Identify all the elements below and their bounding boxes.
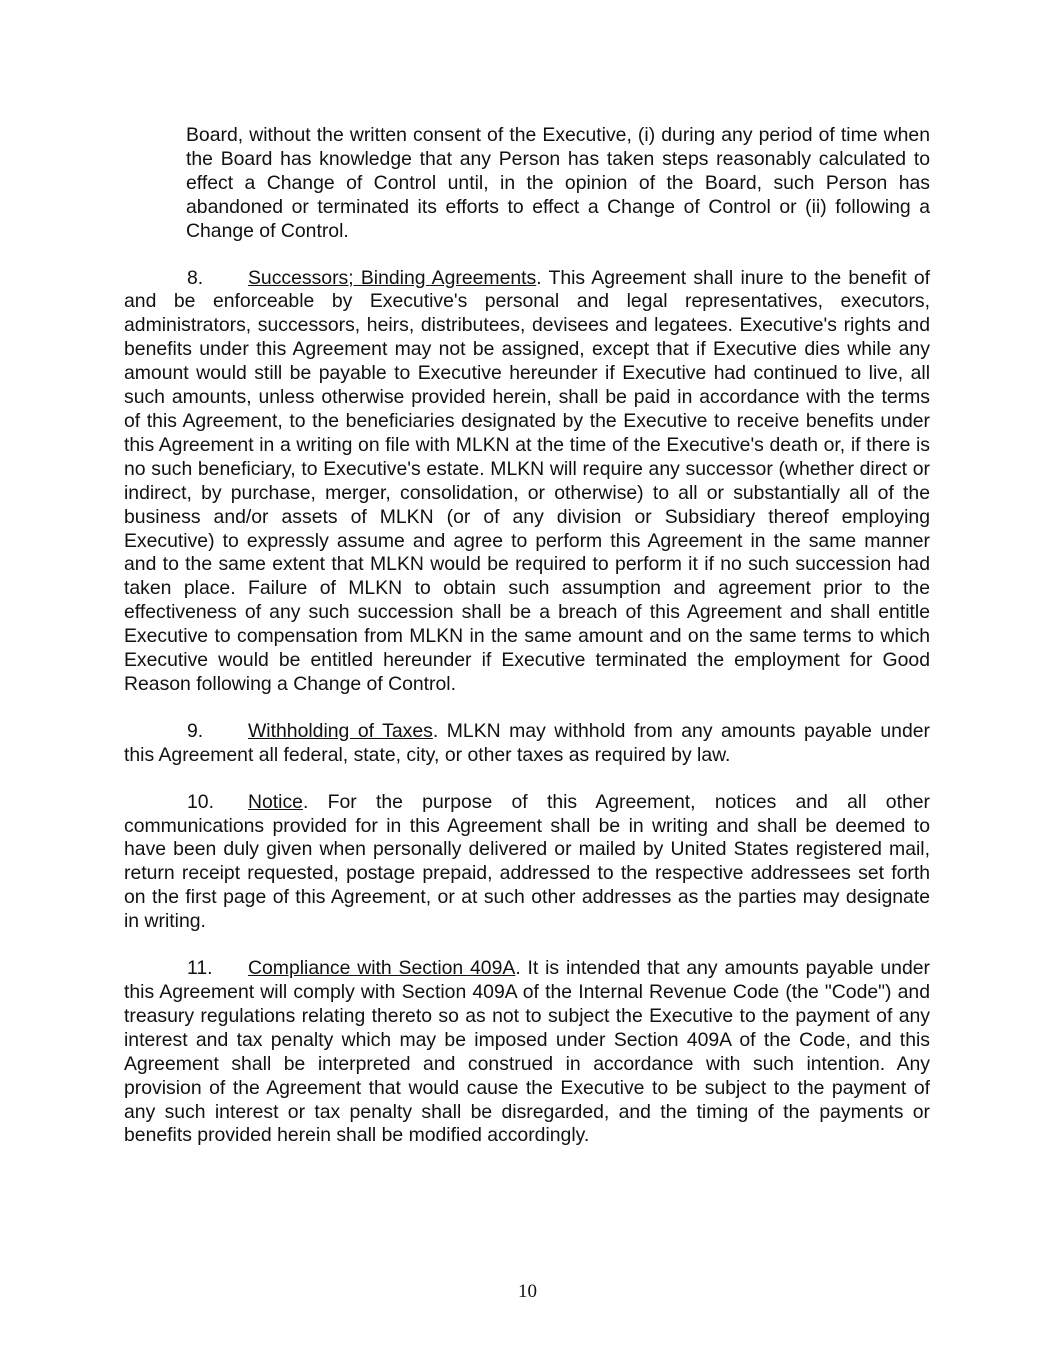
section-heading: Withholding of Taxes — [248, 719, 433, 742]
section-heading: Successors; Binding Agreements — [248, 266, 537, 289]
section-11 — [124, 957, 930, 1148]
section-heading: Compliance with Section 409A — [248, 957, 516, 980]
section-9 — [124, 720, 930, 768]
document-body — [124, 124, 930, 1148]
section-10 — [124, 791, 930, 934]
section-number: 8. — [187, 266, 204, 289]
section-8 — [124, 267, 930, 697]
section-number: 9. — [187, 719, 204, 742]
section-heading: Notice — [248, 790, 303, 813]
section-body: . MLKN may withhold from any amounts payable under this Agreement all federal, state, city, or other taxes as required by law. — [124, 719, 930, 766]
page-number: 10 — [518, 1281, 537, 1302]
section-body: . For the purpose of this Agreement, notices and all other communications provided for in this Agreement shall be in writing and shall be deemed to have been duly given when personally delivered or mailed by United States registered mail, return receipt requested, postage prepaid, addressed to the respective addressees set forth on the first page of this Agreement, or at such other addresses as the parties may designate in writing. — [124, 790, 930, 933]
section-body: . It is intended that any amounts payable under this Agreement will comply with Section 409A of the Internal Revenue Code (the "Code") and treasury regulations relating thereto so as not to subject the Executive to the payment of any interest and tax penalty which may be imposed under Section 409A of the Code, and this Agreement shall be interpreted and construed in accordance with such intention. Any provision of the Agreement that would cause the Executive to be subject to the payment of any such interest or tax penalty shall be disregarded, and the timing of the payments or benefits provided herein shall be modified accordingly. — [124, 957, 930, 1147]
continuation-paragraph: Board, without the written consent of the Executive, (i) during any period of time when the Board has knowledge that any Person has taken steps reasonably calculated to effect a Change of Control until, in the opinion of the Board, such Person has abandoned or terminated its efforts to effect a Change of Control or (ii) following a Change of Control. — [186, 124, 930, 242]
section-body: . This Agreement shall inure to the benefit of and be enforceable by Executive's personal and legal representatives, executors, administrators, successors, heirs, distributees, devisees and legatees. Executive's rights and benefits under this Agreement may not be assigned, except that if Executive dies while any amount would still be payable to Executive hereunder if Executive had continued to live, all such amounts, unless otherwise provided herein, shall be paid in accordance with the terms of this Agreement, to the beneficiaries designated by the Executive to receive benefits under this Agreement in a writing on file with MLKN at the time of the Executive's death or, if there is no such beneficiary, to Executive's estate. MLKN will require any successor (whether direct or indirect, by purchase, merger, consolidation, or otherwise) to all or substantially all of the business and/or assets of MLKN (or of any division or Subsidiary thereof employing Executive) to expressly assume and agree to perform this Agreement in the same manner and to the same extent that MLKN would be required to perform it if no such succession had taken place. Failure of MLKN to obtain such assumption and agreement prior to the effectiveness of any such succession shall be a breach of this Agreement and shall entitle Executive to compensation from MLKN in the same amount and on the same terms to which Executive would be entitled hereunder if Executive terminated the employment for Good Reason following a Change of Control. — [124, 266, 930, 695]
section-number: 10. — [187, 790, 214, 813]
section-number: 11. — [187, 957, 213, 980]
